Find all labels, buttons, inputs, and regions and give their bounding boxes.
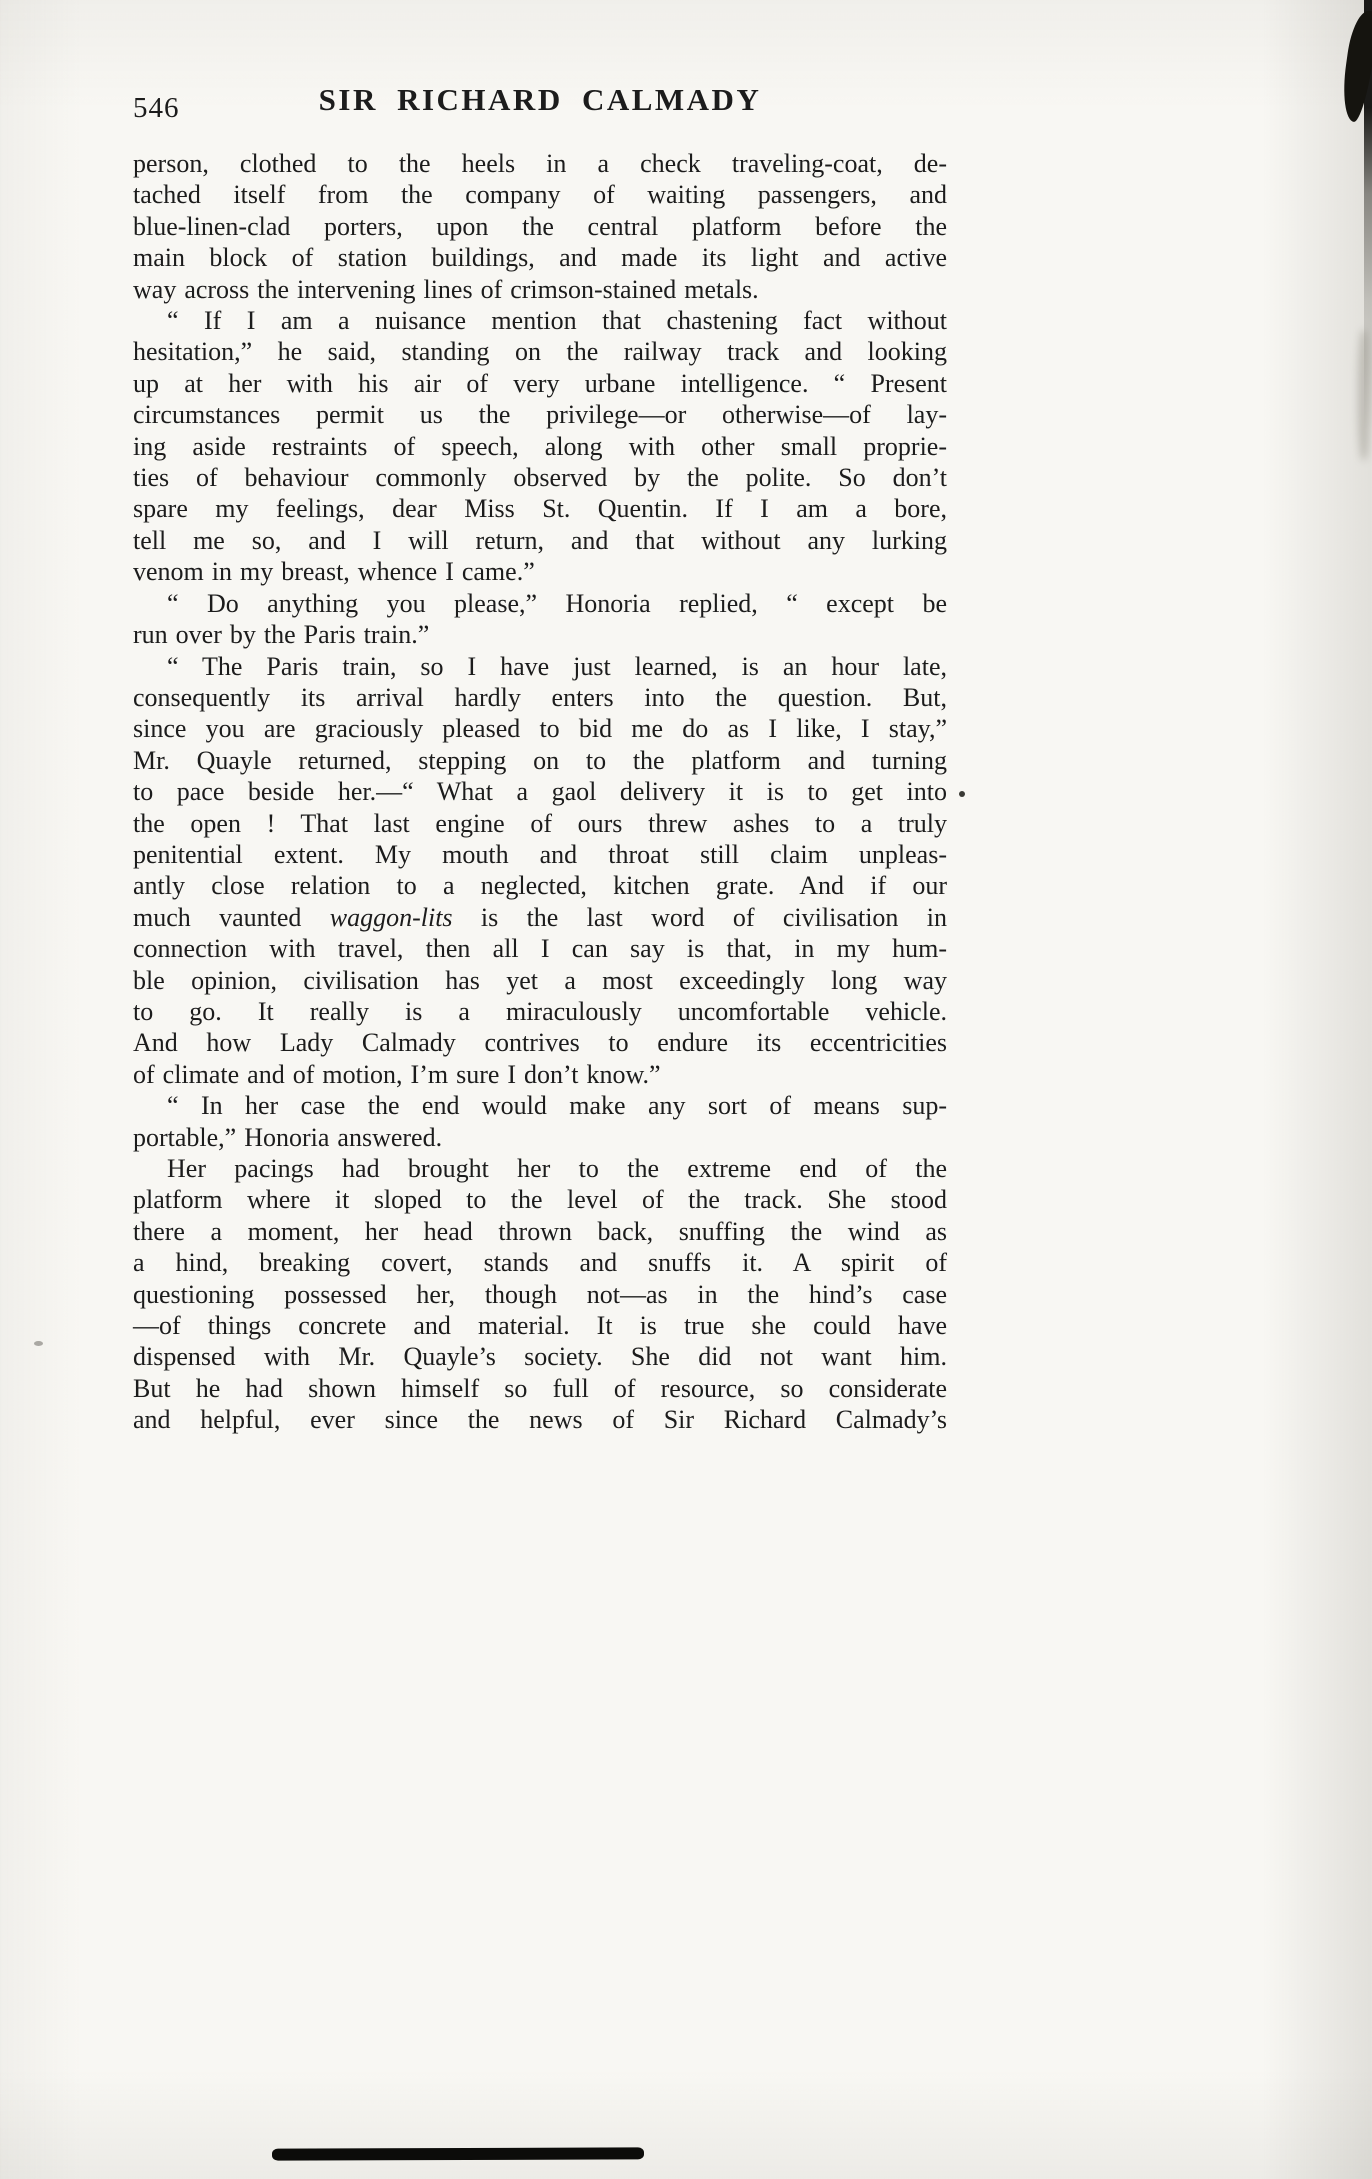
text-line: “ The Paris train, so I have just learned, is an hour late, xyxy=(167,651,947,681)
scan-artifact-corner-blob xyxy=(1338,9,1372,124)
text-line: venom in my breast, whence I came.” xyxy=(133,557,535,587)
text-line: of climate and of motion, I’m sure I don’t know.” xyxy=(133,1059,661,1089)
text-line: much vaunted waggon-lits is the last word of civilisation in xyxy=(133,902,947,932)
text-line: “ If I am a nuisance mention that chastening fact without xyxy=(167,306,947,336)
text-line: But he had shown himself so full of resource, so considerate xyxy=(133,1373,947,1403)
text-line: spare my feelings, dear Miss St. Quentin. If I am a bore, xyxy=(133,494,947,524)
text-line: penitential extent. My mouth and throat still claim unpleas- xyxy=(133,839,947,869)
text-line: ble opinion, civilisation has yet a most exceedingly long way xyxy=(133,965,947,995)
text-line: antly close relation to a neglected, kitchen grate. And if our xyxy=(133,871,947,901)
text-line: circumstances permit us the privilege—or otherwise—of lay- xyxy=(133,400,947,430)
paragraph xyxy=(133,1153,947,1436)
text-line: hesitation,” he said, standing on the railway track and looking xyxy=(133,337,947,367)
text-line: blue-linen-clad porters, upon the central platform before the xyxy=(133,211,947,241)
text-line: connection with travel, then all I can say is that, in my hum- xyxy=(133,934,947,964)
text-line: run over by the Paris train.” xyxy=(133,620,430,650)
paragraph xyxy=(133,148,947,305)
text-line: “ In her case the end would make any sort of means sup- xyxy=(167,1091,947,1121)
text-line: ties of behaviour commonly observed by the polite. So don’t xyxy=(133,463,947,493)
text-line: ing aside restraints of speech, along with other small proprie- xyxy=(133,431,947,461)
text-line: dispensed with Mr. Quayle’s society. She did not want him. xyxy=(133,1342,947,1372)
scan-artifact-speck xyxy=(34,1341,43,1346)
paragraph xyxy=(133,305,947,588)
text-line: Her pacings had brought her to the extreme end of the xyxy=(167,1154,947,1183)
scan-artifact-smudge xyxy=(1358,330,1370,460)
paragraph xyxy=(133,588,947,651)
text-line: there a moment, her head thrown back, snuffing the wind as xyxy=(133,1216,947,1246)
paragraph xyxy=(133,651,947,1091)
scan-artifact-dot xyxy=(959,791,965,797)
text-line: to go. It really is a miraculously uncomfortable vehicle. xyxy=(133,996,947,1026)
text-line: consequently its arrival hardly enters into the question. But, xyxy=(133,682,947,712)
text-line: questioning possessed her, though not—as in the hind’s case xyxy=(133,1279,947,1309)
text-line: the open ! That last engine of ours threw ashes to a truly xyxy=(133,808,947,838)
text-block xyxy=(133,148,947,1436)
text-line: person, clothed to the heels in a check traveling-coat, de- xyxy=(133,149,947,178)
text-line: And how Lady Calmady contrives to endure its eccentricities xyxy=(133,1028,947,1058)
text-line: Mr. Quayle returned, stepping on to the platform and turning xyxy=(133,745,947,775)
text-line: to pace beside her.—“ What a gaol delivery it is to get into xyxy=(133,777,947,807)
text-line: —of things concrete and material. It is true she could have xyxy=(133,1311,947,1341)
text-line: tached itself from the company of waiting passengers, and xyxy=(133,180,947,210)
page-number: 546 xyxy=(133,92,180,124)
text-line: way across the intervening lines of crimson-stained metals. xyxy=(133,274,759,304)
text-line: a hind, breaking covert, stands and snuffs it. A spirit of xyxy=(133,1248,947,1278)
running-title: SIR RICHARD CALMADY xyxy=(318,82,762,117)
text-line: platform where it sloped to the level of the track. She stood xyxy=(133,1185,947,1215)
paragraph xyxy=(133,1090,947,1153)
text-line: up at her with his air of very urbane intelligence. “ Present xyxy=(133,368,947,398)
text-line: portable,” Honoria answered. xyxy=(133,1122,443,1152)
scan-artifact-right-edge xyxy=(1364,0,1372,430)
text-line: “ Do anything you please,” Honoria replied, “ except be xyxy=(167,588,947,618)
text-line: since you are graciously pleased to bid me do as I like, I stay,” xyxy=(133,714,947,744)
text-line: and helpful, ever since the news of Sir Richard Calmady’s xyxy=(133,1405,947,1435)
scan-artifact-bottom-bar xyxy=(272,2147,644,2160)
text-line: main block of station buildings, and made its light and active xyxy=(133,243,947,273)
text-line: tell me so, and I will return, and that without any lurking xyxy=(133,525,947,555)
